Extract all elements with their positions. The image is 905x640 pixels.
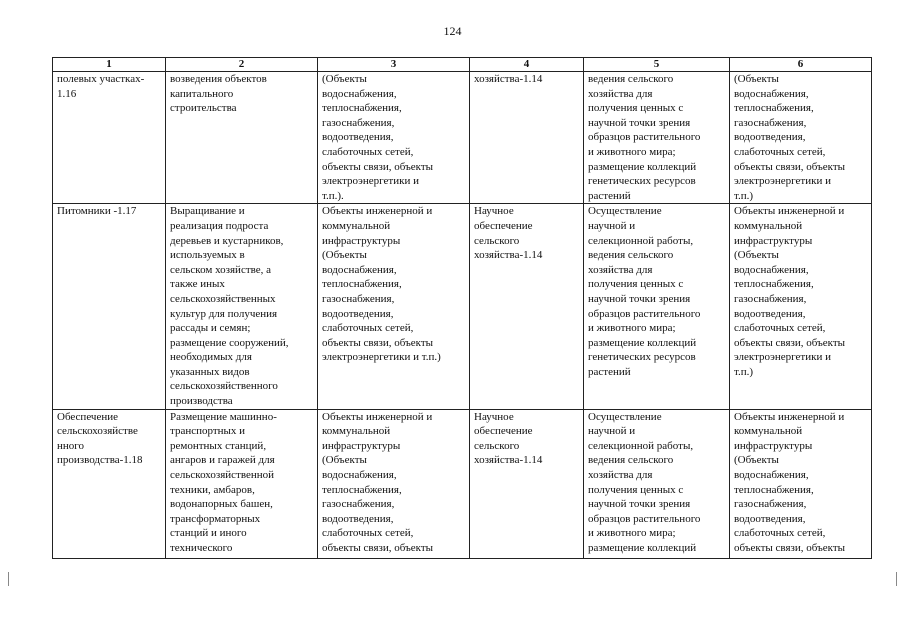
cell-text: Выращивание и реализация подроста деревьев и кустарников, используемых в сельском хозяйстве, а также иных сельскохозяйственных культур для получения рассады и семян; размещение сооружений, необходимых для указанных видов сельскохозяйственного производства xyxy=(170,205,289,408)
cell-text: Научное обеспечение сельского хозяйства-1.14 xyxy=(474,205,543,262)
table-cell xyxy=(53,72,166,204)
table-cell xyxy=(318,409,470,558)
table-cell xyxy=(166,409,318,558)
column-header-5: 5 xyxy=(584,58,730,72)
margin-mark-right xyxy=(896,572,897,586)
cell-text: хозяйства-1.14 xyxy=(474,73,543,85)
cell-text: ведения сельского хозяйства для получения ценных с научной точки зрения образцов растительного и животного мира; размещение коллекций генетических ресурсов растений xyxy=(588,73,701,202)
cell-text: Осуществление научной и селекционной работы, ведения сельского хозяйства для получения ценных с научной точки зрения образцов растительного и животного мира; размещение коллекций xyxy=(588,410,701,554)
column-header-3: 3 xyxy=(318,58,470,72)
table-cell xyxy=(470,409,584,558)
cell-text: Научное обеспечение сельского хозяйства-1.14 xyxy=(474,410,543,467)
column-header-6: 6 xyxy=(730,58,872,72)
margin-mark-left xyxy=(8,572,9,586)
cell-text: Объекты инженерной и коммунальной инфраструктуры (Объекты водоснабжения, теплоснабжения, газоснабжения, водоотведения, слаботочных сетей, объекты связи, объекты электроэнергетики и т.п.) xyxy=(734,205,846,378)
land-use-table xyxy=(52,57,872,559)
cell-text: Объекты инженерной и коммунальной инфраструктуры (Объекты водоснабжения, теплоснабжения, газоснабжения, водоотведения, слаботочных сетей, объекты связи, объекты xyxy=(734,410,846,554)
column-header-4: 4 xyxy=(470,58,584,72)
page-number: 124 xyxy=(443,24,462,38)
cell-text: Питомники -1.17 xyxy=(57,205,137,218)
table-cell xyxy=(584,204,730,409)
table-cell xyxy=(53,409,166,558)
table-cell xyxy=(166,204,318,409)
cell-text: Осуществление научной и селекционной работы, ведения сельского хозяйства для получения ценных с научной точки зрения образцов растительного и животного мира; размещение коллекций генетических ресурсов растений xyxy=(588,205,701,378)
table-cell xyxy=(318,72,470,204)
column-header-2: 2 xyxy=(166,58,318,72)
cell-text: возведения объектов капитального строительства xyxy=(170,73,267,115)
table-cell xyxy=(166,72,318,204)
table-cell xyxy=(318,204,470,409)
table-row xyxy=(53,204,872,409)
table-cell xyxy=(584,409,730,558)
cell-text: Размещение машинно- транспортных и ремонтных станций, ангаров и гаражей для сельскохозяйственной техники, амбаров, водонапорных башен, трансформаторных станций и иного технического xyxy=(170,410,277,554)
table-cell xyxy=(53,204,166,409)
table-cell xyxy=(730,204,872,409)
table-header-row xyxy=(53,58,872,72)
cell-text: Объекты инженерной и коммунальной инфраструктуры (Объекты водоснабжения, теплоснабжения, газоснабжения, водоотведения, слаботочных сетей, объекты связи, объекты xyxy=(322,410,434,554)
table-cell xyxy=(470,72,584,204)
table-cell xyxy=(470,204,584,409)
table-row xyxy=(53,72,872,204)
cell-text: (Объекты водоснабжения, теплоснабжения, газоснабжения, водоотведения, слаботочных сетей, объекты связи, объекты электроэнергетики и т.п.). xyxy=(322,73,434,202)
cell-text: Обеспечение сельскохозяйстве нного производства-1.18 xyxy=(57,410,143,467)
table-row xyxy=(53,409,872,558)
table-cell xyxy=(730,409,872,558)
table-cell xyxy=(584,72,730,204)
cell-text: Объекты инженерной и коммунальной инфраструктуры (Объекты водоснабжения, теплоснабжения, газоснабжения, водоотведения, слаботочных сетей, объекты связи, объекты электроэнергетики и т.п.) xyxy=(322,205,441,364)
column-header-1: 1 xyxy=(53,58,166,72)
cell-text: полевых участках- 1.16 xyxy=(57,73,145,100)
table-cell xyxy=(730,72,872,204)
cell-text: (Объекты водоснабжения, теплоснабжения, газоснабжения, водоотведения, слаботочных сетей, объекты связи, объекты электроэнергетики и т.п.) xyxy=(734,73,846,202)
